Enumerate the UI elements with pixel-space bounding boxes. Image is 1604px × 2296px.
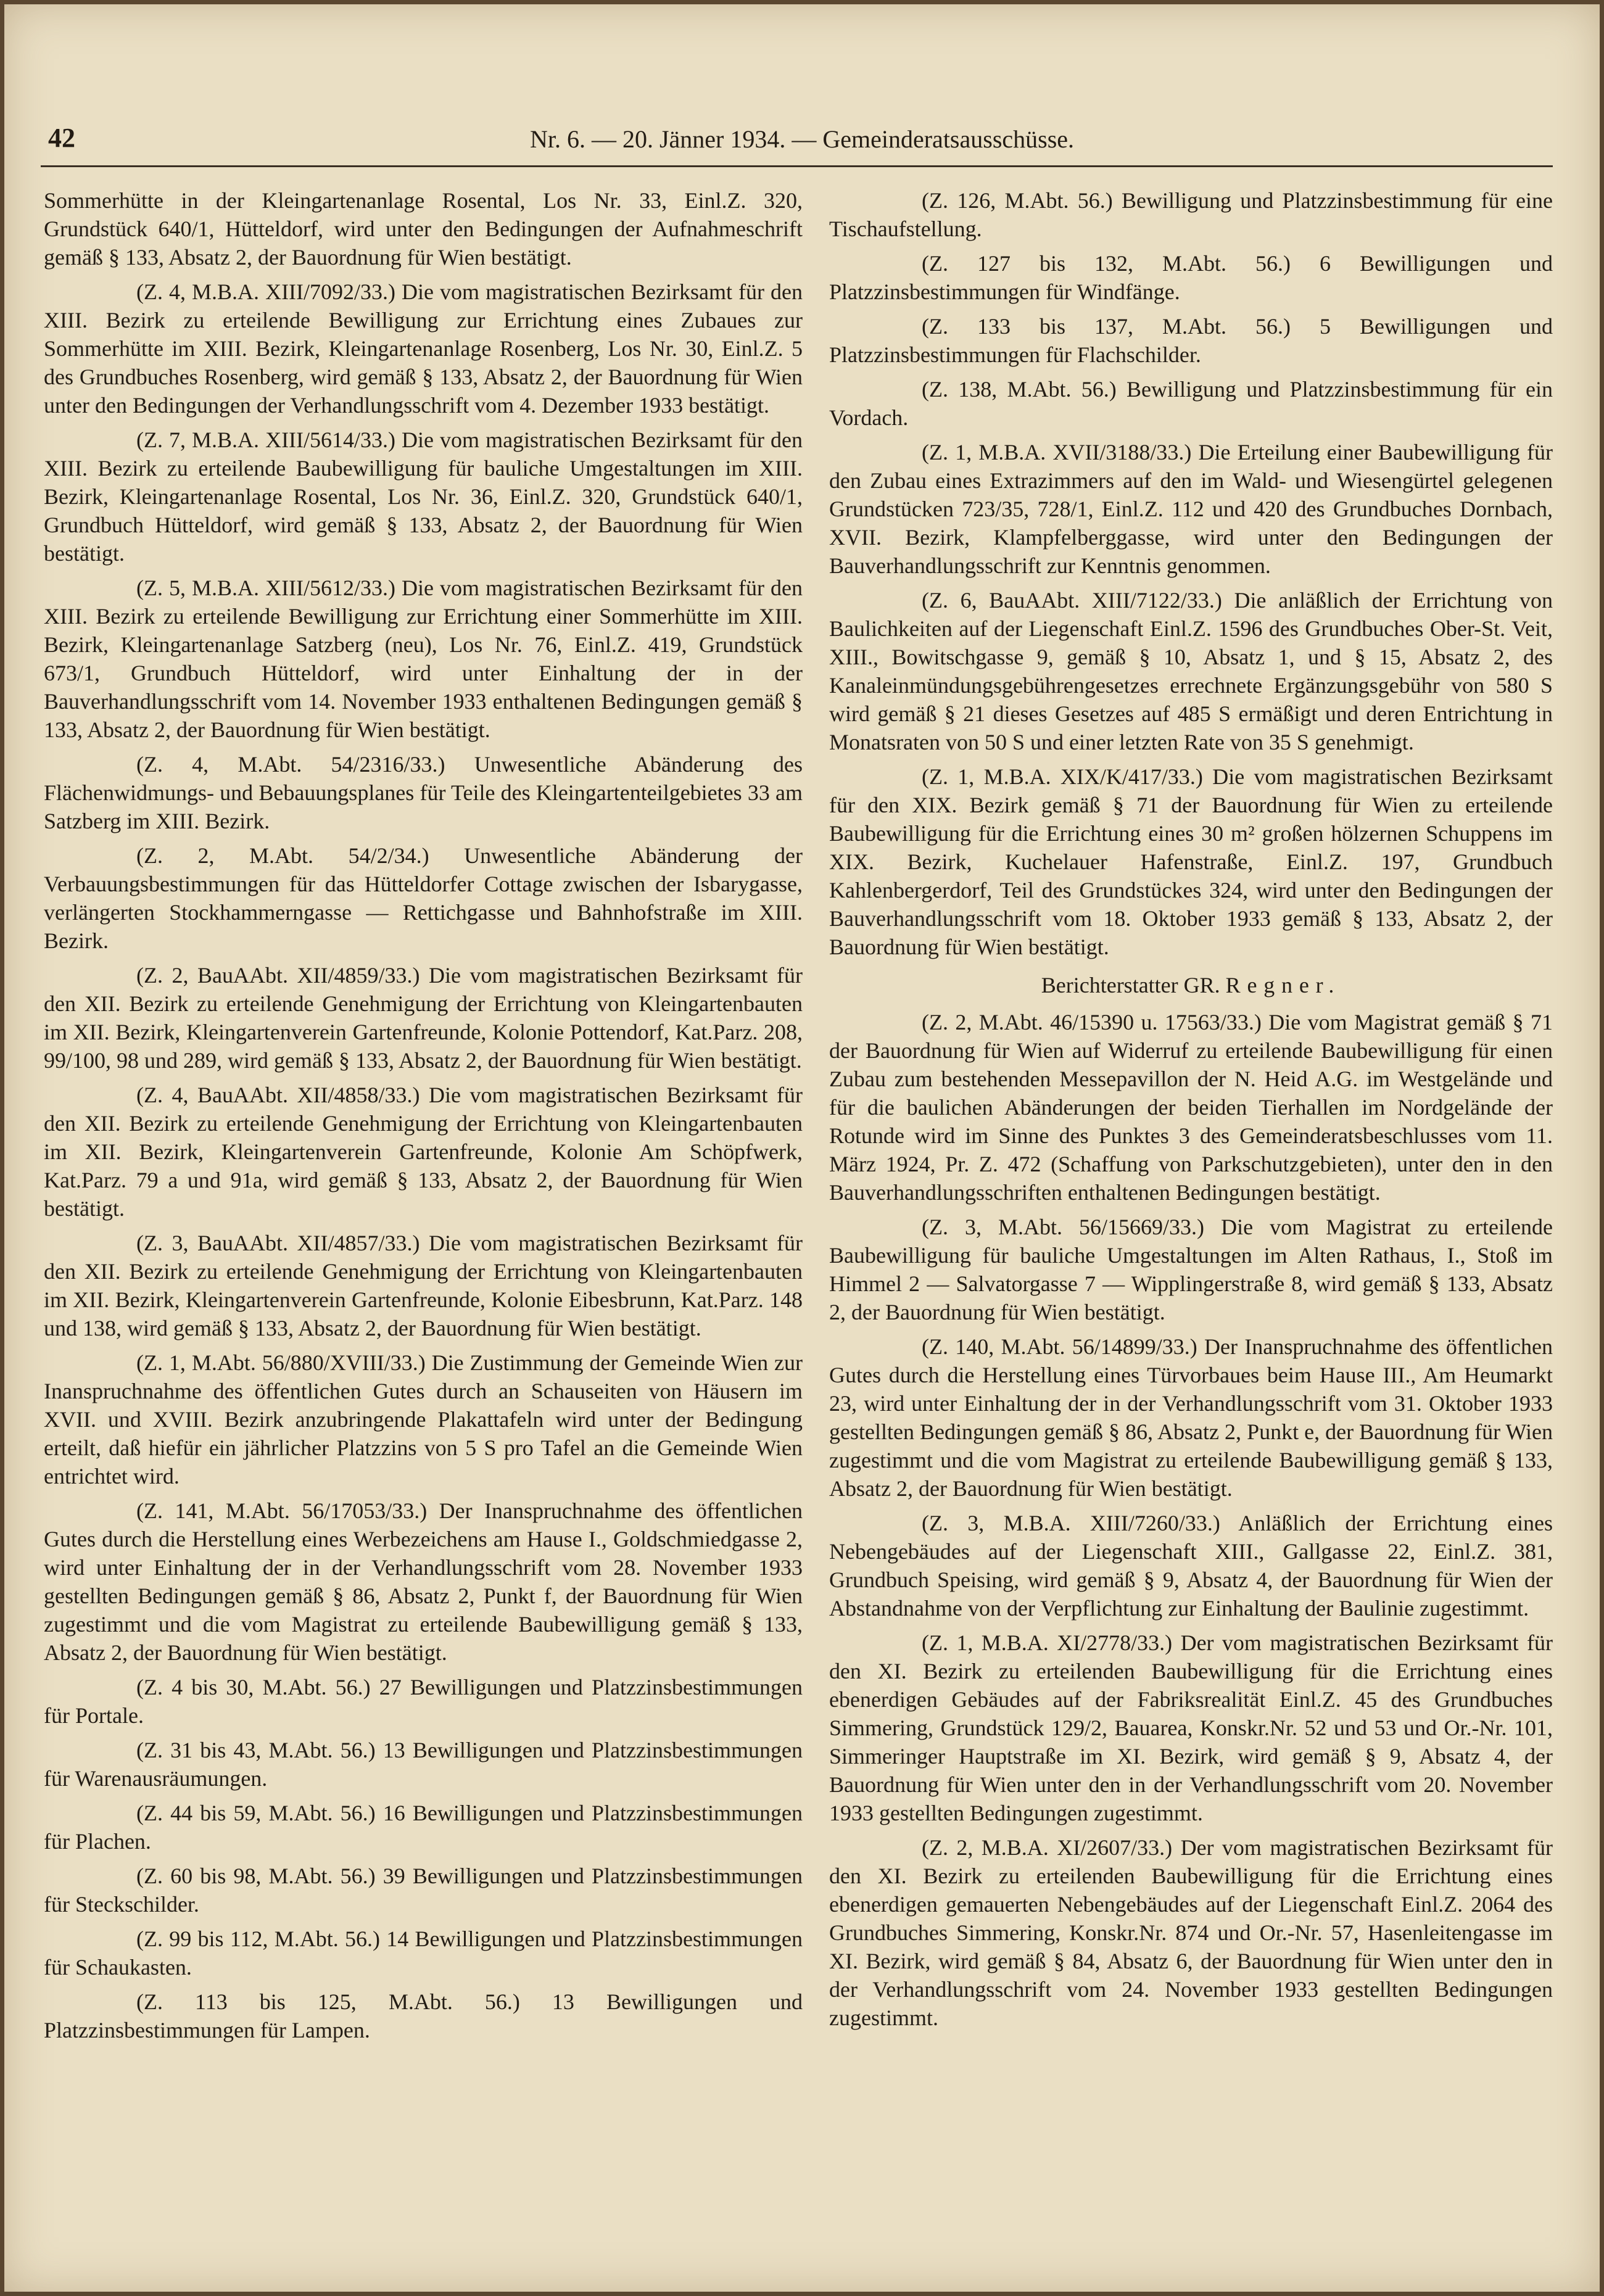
right-paragraph-4: (Z. 138, M.Abt. 56.) Bewilligung und Platzzinsbestimmung für ein Vordach. xyxy=(829,377,1553,430)
left-paragraph-2: (Z. 4, M.B.A. XIII/7092/33.) Die vom magistratischen Bezirksamt für den XIII. Bezirk zu erteilende Bewilligung zur Errichtung eines Zubaues zur Sommerhütte im XIII. Bezirk, Kleingartenanlage Rosenberg, Los Nr. 30, Einl.Z. 5 des Grundbuches Rosenberg, wird gemäß § 133, Absatz 2, der Bauordnung für Wien unter den Bedingungen der Verhandlungsschrift vom 4. Dezember 1933 bestätigt. xyxy=(44,279,803,418)
right-column xyxy=(829,186,1553,2038)
right-paragraph-3: (Z. 133 bis 137, M.Abt. 56.) 5 Bewilligungen und Platzzinsbestimmungen für Flachschilder. xyxy=(829,314,1553,367)
left-paragraph-1: Sommerhütte in der Kleingartenanlage Rosental, Los Nr. 33, Einl.Z. 320, Grundstück 640/1, Hütteldorf, wird unter den Bedingungen der Aufnahmeschrift gemäß § 133, Absatz 2, der Bauordnung für Wien bestätigt. xyxy=(44,188,803,270)
right-paragraph-5: (Z. 1, M.B.A. XVII/3188/33.) Die Erteilung einer Baubewilligung für den Zubau eines Extrazimmers auf den im Wald- und Wiesengürtel gelegenen Grundstücken 723/35, 728/1, Einl.Z. 112 und 420 des Grundbuches Dornbach, XVII. Bezirk, Klampfelberggasse, wird unter den Bedingungen der Bauverhandlungsschrift zur Kenntnis genommen. xyxy=(829,440,1553,578)
right-paragraph-11: (Z. 3, M.B.A. XIII/7260/33.) Anläßlich der Errichtung eines Nebengebäudes auf der Liegenschaft XIII., Gallgasse 22, Einl.Z. 381, Grundbuch Speising, wird gemäß § 9, Absatz 4, der Bauordnung für Wien der Abstandnahme von der Verpflichtung zur Einhaltung der Baulinie zugestimmt. xyxy=(829,1511,1553,1621)
left-paragraph-14: (Z. 44 bis 59, M.Abt. 56.) 16 Bewilligungen und Platzzinsbestimmungen für Plachen. xyxy=(44,1801,803,1854)
page-number: 42 xyxy=(48,123,75,153)
left-paragraph-8: (Z. 4, BauAAbt. XII/4858/33.) Die vom magistratischen Bezirksamt für den XII. Bezirk zu erteilende Genehmigung der Errichtung von Kleingartenbauten im XII. Bezirk, Kleingartenverein Gartenfreunde, Kolonie Am Schöpfwerk, Kat.Parz. 79 a und 91a, wird gemäß § 133, Absatz 2, der Bauordnung für Wien bestätigt. xyxy=(44,1083,803,1221)
right-paragraph-8: (Z. 2, M.Abt. 46/15390 u. 17563/33.) Die vom Magistrat gemäß § 71 der Bauordnung für Wien auf Widerruf zu erteilende Baubewilligung für einen Zubau zum bestehenden Messepavillon der N. Heid A.G. im Westgelände und für die baulichen Abänderungen der beiden Tierhallen im Nordgelände der Rotunde wird im Sinne des Punktes 3 des Gemeinderatsbeschlusses vom 11. März 1924, Pr. Z. 472 (Schaffung von Parkschutzgebieten), unter den in den Bauverhandlungsschriften enthaltenen Bedingungen bestätigt. xyxy=(829,1010,1553,1205)
left-paragraph-13: (Z. 31 bis 43, M.Abt. 56.) 13 Bewilligungen und Platzzinsbestimmungen für Warenausräumungen. xyxy=(44,1738,803,1791)
left-paragraph-9: (Z. 3, BauAAbt. XII/4857/33.) Die vom magistratischen Bezirksamt für den XII. Bezirk zu erteilende Genehmigung der Errichtung von Kleingartenbauten im XII. Bezirk, Kleingartenverein Gartenfreunde, Kolonie Eibesbrunn, Kat.Parz. 148 und 138, wird gemäß § 133, Absatz 2, der Bauordnung für Wien bestätigt. xyxy=(44,1231,803,1340)
right-paragraph-9: (Z. 3, M.Abt. 56/15669/33.) Die vom Magistrat zu erteilende Baubewilligung für bauliche Umgestaltungen im Alten Rathaus, I., Stoß im Himmel 2 — Salvatorgasse 7 — Wipplingerstraße 8, wird gemäß § 133, Absatz 2, der Bauordnung für Wien bestätigt. xyxy=(829,1215,1553,1324)
right-paragraph-6: (Z. 6, BauAAbt. XIII/7122/33.) Die anläßlich der Errichtung von Baulichkeiten auf der Liegenschaft Einl.Z. 1596 des Grundbuches Ober-St. Veit, XIII., Bowitschgasse 9, gemäß § 10, Absatz 1, und § 15, Absatz 2, des Kanaleinmündungsgebührengesetzes errechnete Ergänzungsgebühr von 580 S wird gemäß § 21 dieses Gesetzes auf 485 S ermäßigt und deren Entrichtung in Monatsraten von 50 S und einer letzten Rate von 35 S genehmigt. xyxy=(829,588,1553,754)
left-column xyxy=(44,186,803,2050)
header-rule xyxy=(41,165,1553,167)
left-paragraph-17: (Z. 113 bis 125, M.Abt. 56.) 13 Bewilligungen und Platzzinsbestimmungen für Lampen. xyxy=(44,1989,803,2042)
left-paragraph-5: (Z. 4, M.Abt. 54/2316/33.) Unwesentliche Abänderung des Flächenwidmungs- und Bebauungsplanes für Teile des Kleingartenteilgebietes 33 am Satzberg im XIII. Bezirk. xyxy=(44,752,803,833)
left-paragraph-15: (Z. 60 bis 98, M.Abt. 56.) 39 Bewilligungen und Platzzinsbestimmungen für Steckschilder. xyxy=(44,1864,803,1917)
left-paragraph-10: (Z. 1, M.Abt. 56/880/XVIII/33.) Die Zustimmung der Gemeinde Wien zur Inanspruchnahme des öffentlichen Gutes durch an Schauseiten von Häusern im XVII. und XVIII. Bezirk anzubringende Plakattafeln wird unter der Bedingung erteilt, daß hiefür ein jährlicher Platzzins von 5 S pro Tafel an die Gemeinde Wien entrichtet wird. xyxy=(44,1350,803,1489)
left-paragraph-11: (Z. 141, M.Abt. 56/17053/33.) Der Inanspruchnahme des öffentlichen Gutes durch die Herstellung eines Werbezeichens am Hause I., Goldschmiedgasse 2, wird unter Einhaltung der in der Verhandlungsschrift vom 28. November 1933 gestellten Bedingungen gemäß § 86, Absatz 2, Punkt f, der Bauordnung für Wien zugestimmt und die vom Magistrat zu erteilende Baubewilligung gemäß § 133, Absatz 2, der Bauordnung für Wien bestätigt. xyxy=(44,1498,803,1665)
right-paragraph-12: (Z. 1, M.B.A. XI/2778/33.) Der vom magistratischen Bezirksamt für den XI. Bezirk zu erteilenden Baubewilligung für die Errichtung eines ebenerdigen Gebäudes auf der Fabriksrealität Einl.Z. 45 des Grundbuches Simmering, Grundstück 129/2, Bauarea, Konskr.Nr. 52 und 53 und Or.-Nr. 101, Simmeringer Hauptstraße im XI. Bezirk, wird gemäß § 9, Absatz 4, der Bauordnung für Wien unter den in der Verhandlungsschrift vom 20. November 1933 gestellten Bedingungen zugestimmt. xyxy=(829,1630,1553,1825)
rapporteur-heading-prefix: Berichterstatter GR. xyxy=(1041,973,1220,997)
rapporteur-heading xyxy=(829,971,1553,999)
left-paragraph-16: (Z. 99 bis 112, M.Abt. 56.) 14 Bewilligungen und Platzzinsbestimmungen für Schaukasten. xyxy=(44,1926,803,1980)
right-paragraph-10: (Z. 140, M.Abt. 56/14899/33.) Der Inanspruchnahme des öffentlichen Gutes durch die Herstellung eines Türvorbaues beim Hause III., Am Heumarkt 23, wird unter Einhaltung der in der Verhandlungsschrift vom 31. Oktober 1933 gestellten Bedingungen gemäß § 86, Absatz 2, Punkt e, der Bauordnung für Wien zugestimmt und die vom Magistrat zu erteilende Baubewilligung gemäß § 133, Absatz 2, der Bauordnung für Wien bestätigt. xyxy=(829,1334,1553,1501)
running-head: Nr. 6. — 20. Jänner 1934. — Gemeinderatsausschüsse. xyxy=(529,125,1075,153)
left-paragraph-3: (Z. 7, M.B.A. XIII/5614/33.) Die vom magistratischen Bezirksamt für den XIII. Bezirk zu erteilende Baubewilligung für bauliche Umgestaltungen im XIII. Bezirk, Kleingartenanlage Rosental, Los Nr. 36, Einl.Z. 320, Grundstück 640/1, Grundbuch Hütteldorf, wird gemäß § 133, Absatz 2, der Bauordnung für Wien bestätigt. xyxy=(44,427,803,566)
rapporteur-name: Regner. xyxy=(1225,973,1341,997)
left-paragraph-6: (Z. 2, M.Abt. 54/2/34.) Unwesentliche Abänderung der Verbauungsbestimmungen für das Hütteldorfer Cottage zwischen der Isbarygasse, verlängerten Stockhammerngasse — Rettichgasse und Bahnhofstraße im XIII. Bezirk. xyxy=(44,843,803,953)
left-paragraph-12: (Z. 4 bis 30, M.Abt. 56.) 27 Bewilligungen und Platzzinsbestimmungen für Portale. xyxy=(44,1675,803,1728)
right-paragraph-13: (Z. 2, M.B.A. XI/2607/33.) Der vom magistratischen Bezirksamt für den XI. Bezirk zu erteilenden Baubewilligung für die Errichtung eines ebenerdigen gemauerten Nebengebäudes auf der Liegenschaft Einl.Z. 2064 des Grundbuches Simmering, Konskr.Nr. 874 und Or.-Nr. 57, Hasenleitengasse im XI. Bezirk, wird gemäß § 84, Absatz 6, der Bauordnung für Wien unter den in der Verhandlungsschrift vom 24. November 1933 gestellten Bedingungen zugestimmt. xyxy=(829,1835,1553,2030)
left-paragraph-7: (Z. 2, BauAAbt. XII/4859/33.) Die vom magistratischen Bezirksamt für den XII. Bezirk zu erteilende Genehmigung der Errichtung von Kleingartenbauten im XII. Bezirk, Kleingartenverein Gartenfreunde, Kolonie Pottendorf, Kat.Parz. 208, 99/100, 98 und 289, wird gemäß § 133, Absatz 2, der Bauordnung für Wien bestätigt. xyxy=(44,963,803,1073)
right-paragraph-1: (Z. 126, M.Abt. 56.) Bewilligung und Platzzinsbestimmung für eine Tischaufstellung. xyxy=(829,188,1553,241)
right-paragraph-2: (Z. 127 bis 132, M.Abt. 56.) 6 Bewilligungen und Platzzinsbestimmungen für Windfänge. xyxy=(829,251,1553,304)
left-paragraph-4: (Z. 5, M.B.A. XIII/5612/33.) Die vom magistratischen Bezirksamt für den XIII. Bezirk zu erteilende Bewilligung zur Errichtung einer Sommerhütte im XIII. Bezirk, Kleingartenanlage Satzberg (neu), Los Nr. 76, Einl.Z. 419, Grundstück 673/1, Grundbuch Hütteldorf, wird unter Einhaltung der in der Bauverhandlungsschrift vom 14. November 1933 enthaltenen Bedingungen gemäß § 133, Absatz 2, der Bauordnung für Wien bestätigt. xyxy=(44,576,803,742)
right-paragraph-7: (Z. 1, M.B.A. XIX/K/417/33.) Die vom magistratischen Bezirksamt für den XIX. Bezirk gemäß § 71 der Bauordnung für Wien zu erteilende Baubewilligung für die Errichtung eines 30 m² großen hölzernen Schuppens im XIX. Bezirk, Kuchelauer Hafenstraße, Einl.Z. 197, Grundbuch Kahlenbergerdorf, Teil des Grundstückes 324, wird unter den Bedingungen der Bauverhandlungsschrift vom 18. Oktober 1933 gemäß § 133, Absatz 2, der Bauordnung für Wien bestätigt. xyxy=(829,764,1553,959)
